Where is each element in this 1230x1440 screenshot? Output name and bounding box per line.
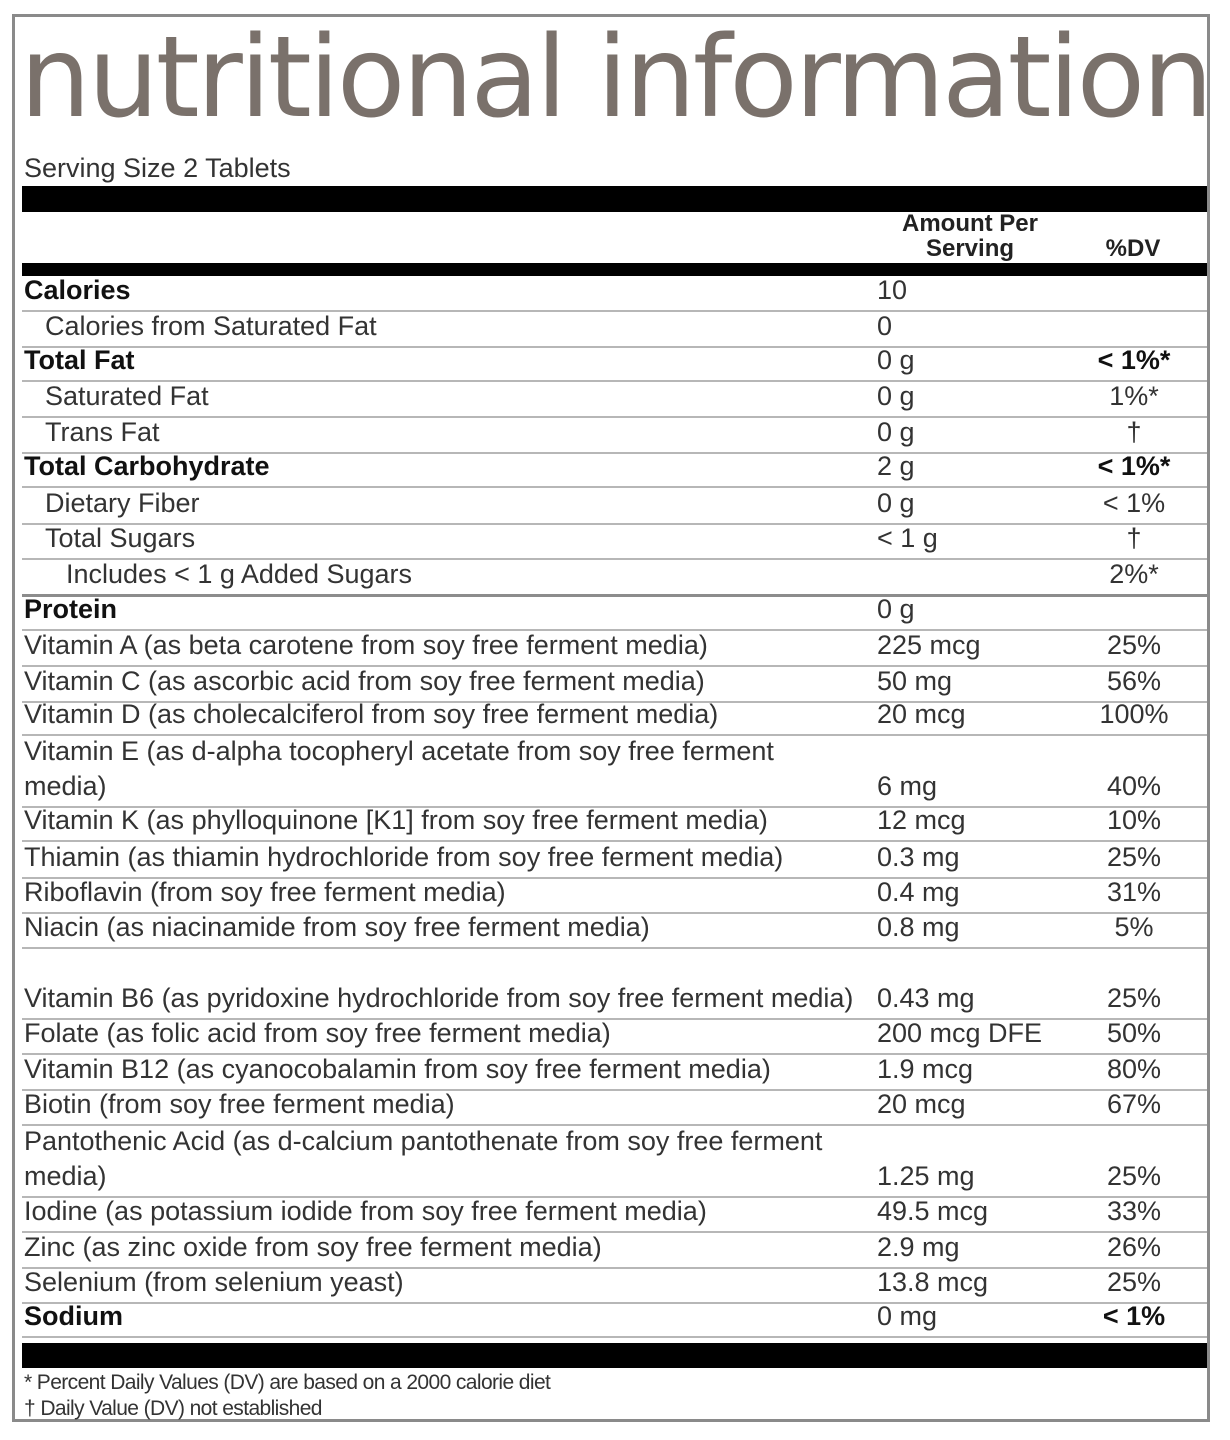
nutrient-name: Vitamin D (as cholecalciferol from soy free ferment media) <box>24 699 719 729</box>
nutrient-name: Iodine (as potassium iodide from soy free ferment media) <box>24 1196 707 1226</box>
dv-header: %DV <box>1105 235 1161 262</box>
nutrient-name: Vitamin K (as phylloquinone [K1] from soy free ferment media) <box>24 805 768 835</box>
nutrient-row <box>22 914 1207 949</box>
nutrient-name: Calories <box>24 275 131 305</box>
nutrient-amount: 225 mcg <box>877 630 981 660</box>
nutrient-daily-value: 100% <box>1099 699 1169 729</box>
nutrient-row <box>22 1055 1207 1091</box>
nutrient-daily-value: 26% <box>1106 1232 1162 1262</box>
nutrient-row <box>22 1233 1207 1269</box>
top-thick-bar <box>22 186 1207 212</box>
nutrient-row <box>22 345 1207 382</box>
nutrient-name: Vitamin C (as ascorbic acid from soy free ferment media) <box>24 666 705 696</box>
nutrient-amount: 2.9 mg <box>877 1232 960 1262</box>
footnote-not-established: † Daily Value (DV) not established <box>24 1397 322 1420</box>
nutrient-daily-value: 25% <box>1106 630 1162 660</box>
nutrient-name: Calories from Saturated Fat <box>45 311 377 341</box>
nutrient-amount: 0 g <box>877 381 915 411</box>
nutrient-row <box>22 949 1207 1020</box>
nutrient-amount: 0.8 mg <box>877 912 960 942</box>
nutrient-daily-value: 1%* <box>1109 381 1159 411</box>
nutrient-name: Thiamin (as thiamin hydrochloride from soy free ferment media) <box>24 842 784 872</box>
nutrient-daily-value: 25% <box>1106 842 1162 872</box>
nutrient-amount: 6 mg <box>877 771 938 801</box>
nutrient-amount: 0 g <box>877 345 915 375</box>
nutrient-amount: 1.9 mcg <box>877 1054 974 1084</box>
nutrient-name: Selenium (from selenium yeast) <box>24 1267 404 1297</box>
nutrient-amount: 0 mg <box>877 1301 938 1331</box>
nutrient-row <box>22 631 1207 667</box>
nutrient-table <box>22 276 1207 1338</box>
nutrient-daily-value: 10% <box>1106 805 1162 835</box>
nutrient-row <box>22 805 1207 842</box>
nutrient-name: Protein <box>24 594 118 624</box>
nutrient-amount: 49.5 mcg <box>877 1196 989 1226</box>
nutrient-name: Total Fat <box>24 345 135 375</box>
nutrient-name: Folate (as folic acid from soy free ferment media) <box>24 1018 611 1048</box>
nutrient-daily-value: 25% <box>1106 1267 1162 1297</box>
nutrient-name: Includes < 1 g Added Sugars <box>66 559 413 589</box>
nutrient-name: Riboflavin (from soy free ferment media) <box>24 877 506 907</box>
nutrient-name: Vitamin A (as beta carotene from soy free ferment media) <box>24 630 708 660</box>
nutrient-daily-value: < 1% <box>1102 1301 1166 1331</box>
nutrient-amount: 0.4 mg <box>877 877 960 907</box>
page-title: nutritional information <box>19 13 1211 143</box>
nutrient-daily-value: 5% <box>1114 912 1154 942</box>
serving-size: Serving Size 2 Tablets <box>24 153 291 183</box>
nutrient-amount: 20 mcg <box>877 699 966 729</box>
nutrient-amount: 0 <box>877 311 893 341</box>
nutrient-daily-value: 80% <box>1106 1054 1162 1084</box>
nutrient-amount: < 1 g <box>877 523 938 553</box>
nutrient-daily-value: < 1% <box>1102 488 1166 518</box>
nutrient-daily-value: 67% <box>1106 1089 1162 1119</box>
amount-header-line1: Amount Per <box>901 210 1038 237</box>
nutrient-name: Dietary Fiber <box>45 488 200 518</box>
nutrient-amount: 0 g <box>877 594 915 624</box>
nutrient-row <box>22 842 1207 879</box>
nutrient-name: Sodium <box>24 1301 123 1331</box>
nutrient-name: Vitamin B12 (as cyanocobalamin from soy free ferment media) <box>24 1054 771 1084</box>
nutrient-daily-value: < 1%* <box>1097 345 1171 375</box>
nutrient-amount: 13.8 mcg <box>877 1267 989 1297</box>
nutrient-row <box>22 451 1207 488</box>
nutrient-row <box>22 276 1207 312</box>
nutrient-row <box>22 594 1207 631</box>
nutrient-amount: 50 mg <box>877 666 953 696</box>
nutrient-name: Vitamin B6 (as pyridoxine hydrochloride from soy free ferment media) <box>24 983 854 1013</box>
nutrient-daily-value: 25% <box>1106 1161 1162 1191</box>
nutrient-amount: 0 g <box>877 417 915 447</box>
nutrient-name: Biotin (from soy free ferment media) <box>24 1089 455 1119</box>
nutrient-amount: 0 g <box>877 488 915 518</box>
nutrient-row <box>22 1198 1207 1233</box>
nutrient-daily-value: † <box>1126 523 1142 553</box>
nutrient-daily-value: 50% <box>1106 1018 1162 1048</box>
nutrient-row <box>22 736 1207 808</box>
nutrient-amount: 10 <box>877 275 908 305</box>
nutrient-row <box>22 1301 1207 1338</box>
nutrient-row <box>22 1126 1207 1198</box>
nutrient-daily-value: 40% <box>1106 771 1162 801</box>
bottom-thick-bar <box>22 1343 1207 1368</box>
nutrient-amount: 12 mcg <box>877 805 966 835</box>
nutrient-name: Pantothenic Acid (as d-calcium pantothenate from soy free ferment media) <box>24 1126 823 1191</box>
nutrient-daily-value: 56% <box>1106 666 1162 696</box>
nutrient-name: Saturated Fat <box>45 381 209 411</box>
nutrient-row <box>22 525 1207 560</box>
nutrient-daily-value: 25% <box>1106 983 1162 1013</box>
nutrient-amount: 0.43 mg <box>877 983 975 1013</box>
amount-per-serving-header <box>880 211 1060 261</box>
nutrient-daily-value: < 1%* <box>1097 451 1171 481</box>
nutrient-row <box>22 1020 1207 1055</box>
nutrient-amount: 200 mcg DFE <box>877 1018 1043 1048</box>
nutrient-amount: 0.3 mg <box>877 842 960 872</box>
nutrient-name: Niacin (as niacinamide from soy free ferment media) <box>24 912 650 942</box>
nutrient-row <box>22 699 1207 736</box>
nutrient-daily-value: 2%* <box>1109 559 1159 589</box>
nutrient-name: Trans Fat <box>45 417 160 447</box>
nutrient-name: Total Sugars <box>45 523 196 553</box>
amount-header-line2: Serving <box>925 235 1015 262</box>
nutrient-daily-value: † <box>1126 417 1142 447</box>
nutrient-amount: 20 mcg <box>877 1089 966 1119</box>
nutrient-amount: 1.25 mg <box>877 1161 975 1191</box>
nutrient-amount: 2 g <box>877 451 915 481</box>
nutrient-row <box>22 382 1207 418</box>
nutrient-row <box>22 1091 1207 1126</box>
nutrient-daily-value: 33% <box>1106 1196 1162 1226</box>
nutrient-name: Zinc (as zinc oxide from soy free ferment media) <box>24 1232 602 1262</box>
nutrient-daily-value: 31% <box>1106 877 1162 907</box>
nutrient-row <box>22 879 1207 914</box>
nutrient-name: Total Carbohydrate <box>24 451 270 481</box>
nutrient-name: Vitamin E (as d-alpha tocopheryl acetate from soy free ferment media) <box>24 736 774 801</box>
nutrient-row <box>22 488 1207 525</box>
footnote-dv-basis: * Percent Daily Values (DV) are based on a 2000 calorie diet <box>24 1371 551 1394</box>
